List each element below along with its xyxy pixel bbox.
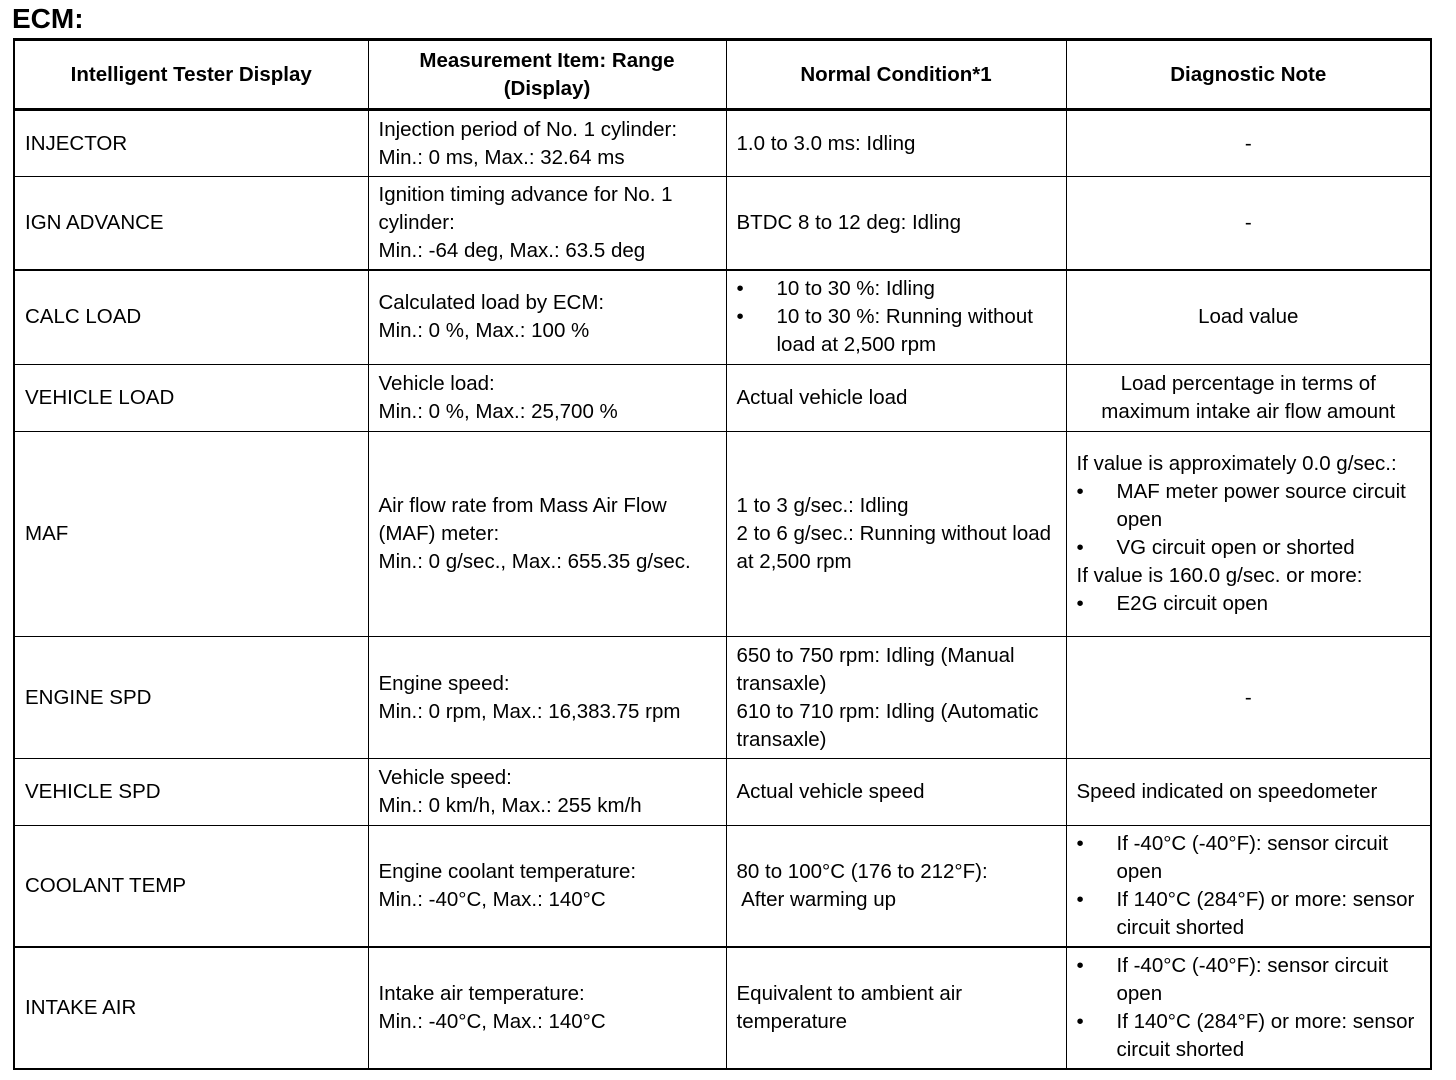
cell-note: Load value xyxy=(1066,270,1431,365)
table-row xyxy=(14,432,1431,637)
cell-note xyxy=(1066,826,1431,947)
cell-note: Speed indicated on speedometer xyxy=(1066,759,1431,826)
cell-range: Engine coolant temperature: Min.: -40°C, Max.: 140°C xyxy=(368,826,726,947)
cell-display: INJECTOR xyxy=(14,110,368,177)
cell-range: Vehicle load: Min.: 0 %, Max.: 25,700 % xyxy=(368,365,726,432)
cell-normal: Actual vehicle speed xyxy=(726,759,1066,826)
table-row xyxy=(14,637,1431,759)
cell-normal: Equivalent to ambient air temperature xyxy=(726,947,1066,1069)
header-tester-display: Intelligent Tester Display xyxy=(14,40,368,110)
cell-display: MAF xyxy=(14,432,368,637)
header-measurement-range: Measurement Item: Range (Display) xyxy=(368,40,726,110)
cell-range: Air flow rate from Mass Air Flow (MAF) meter: Min.: 0 g/sec., Max.: 655.35 g/sec. xyxy=(368,432,726,637)
cell-normal: Actual vehicle load xyxy=(726,365,1066,432)
cell-normal: 1.0 to 3.0 ms: Idling xyxy=(726,110,1066,177)
list-item: • If 140°C (284°F) or more: sensor circuit shorted xyxy=(1077,886,1421,942)
cell-display: ENGINE SPD xyxy=(14,637,368,759)
cell-range: Injection period of No. 1 cylinder: Min.: 0 ms, Max.: 32.64 ms xyxy=(368,110,726,177)
cell-display: IGN ADVANCE xyxy=(14,177,368,270)
list-item: • If -40°C (-40°F): sensor circuit open xyxy=(1077,830,1421,886)
list-item: • If -40°C (-40°F): sensor circuit open xyxy=(1077,952,1421,1008)
cell-display: VEHICLE LOAD xyxy=(14,365,368,432)
cell-note: Load percentage in terms of maximum intake air flow amount xyxy=(1066,365,1431,432)
cell-note: - xyxy=(1066,637,1431,759)
cell-normal: 650 to 750 rpm: Idling (Manual transaxle) 610 to 710 rpm: Idling (Automatic transaxle) xyxy=(726,637,1066,759)
list-item: • If 140°C (284°F) or more: sensor circuit shorted xyxy=(1077,1008,1421,1064)
cell-normal: 1 to 3 g/sec.: Idling 2 to 6 g/sec.: Running without load at 2,500 rpm xyxy=(726,432,1066,637)
page-title: ECM: xyxy=(12,3,84,34)
list-item: • MAF meter power source circuit open xyxy=(1077,478,1421,534)
cell-display: COOLANT TEMP xyxy=(14,826,368,947)
header-diagnostic-note: Diagnostic Note xyxy=(1066,40,1431,110)
cell-range: Ignition timing advance for No. 1 cylinder: Min.: -64 deg, Max.: 63.5 deg xyxy=(368,177,726,270)
list-item: • VG circuit open or shorted xyxy=(1077,534,1421,562)
list-item: • 10 to 30 %: Idling xyxy=(737,275,1056,303)
list-item: • E2G circuit open xyxy=(1077,590,1421,618)
cell-range: Calculated load by ECM: Min.: 0 %, Max.: 100 % xyxy=(368,270,726,365)
table-row xyxy=(14,759,1431,826)
table-header-row xyxy=(14,40,1431,110)
table-row xyxy=(14,110,1431,177)
cell-range: Intake air temperature: Min.: -40°C, Max.: 140°C xyxy=(368,947,726,1069)
cell-display: VEHICLE SPD xyxy=(14,759,368,826)
table-row xyxy=(14,270,1431,365)
cell-range: Vehicle speed: Min.: 0 km/h, Max.: 255 km/h xyxy=(368,759,726,826)
table-row xyxy=(14,947,1431,1069)
cell-normal: 80 to 100°C (176 to 212°F): After warming up xyxy=(726,826,1066,947)
cell-note: - xyxy=(1066,177,1431,270)
cell-display: INTAKE AIR xyxy=(14,947,368,1069)
ecm-data-table xyxy=(13,38,1432,1070)
cell-normal xyxy=(726,270,1066,365)
cell-note: - xyxy=(1066,110,1431,177)
cell-note: If value is approximately 0.0 g/sec.: • MAF meter power source circuit open • VG circuit open or shorted If value is 160.0 g/sec. or more: • E2G circuit open xyxy=(1066,432,1431,637)
table-row xyxy=(14,826,1431,947)
list-item: • 10 to 30 %: Running without load at 2,500 rpm xyxy=(737,303,1056,359)
cell-note xyxy=(1066,947,1431,1069)
cell-normal: BTDC 8 to 12 deg: Idling xyxy=(726,177,1066,270)
cell-display: CALC LOAD xyxy=(14,270,368,365)
cell-range: Engine speed: Min.: 0 rpm, Max.: 16,383.75 rpm xyxy=(368,637,726,759)
table-row xyxy=(14,177,1431,270)
table-row xyxy=(14,365,1431,432)
header-normal-condition: Normal Condition*1 xyxy=(726,40,1066,110)
